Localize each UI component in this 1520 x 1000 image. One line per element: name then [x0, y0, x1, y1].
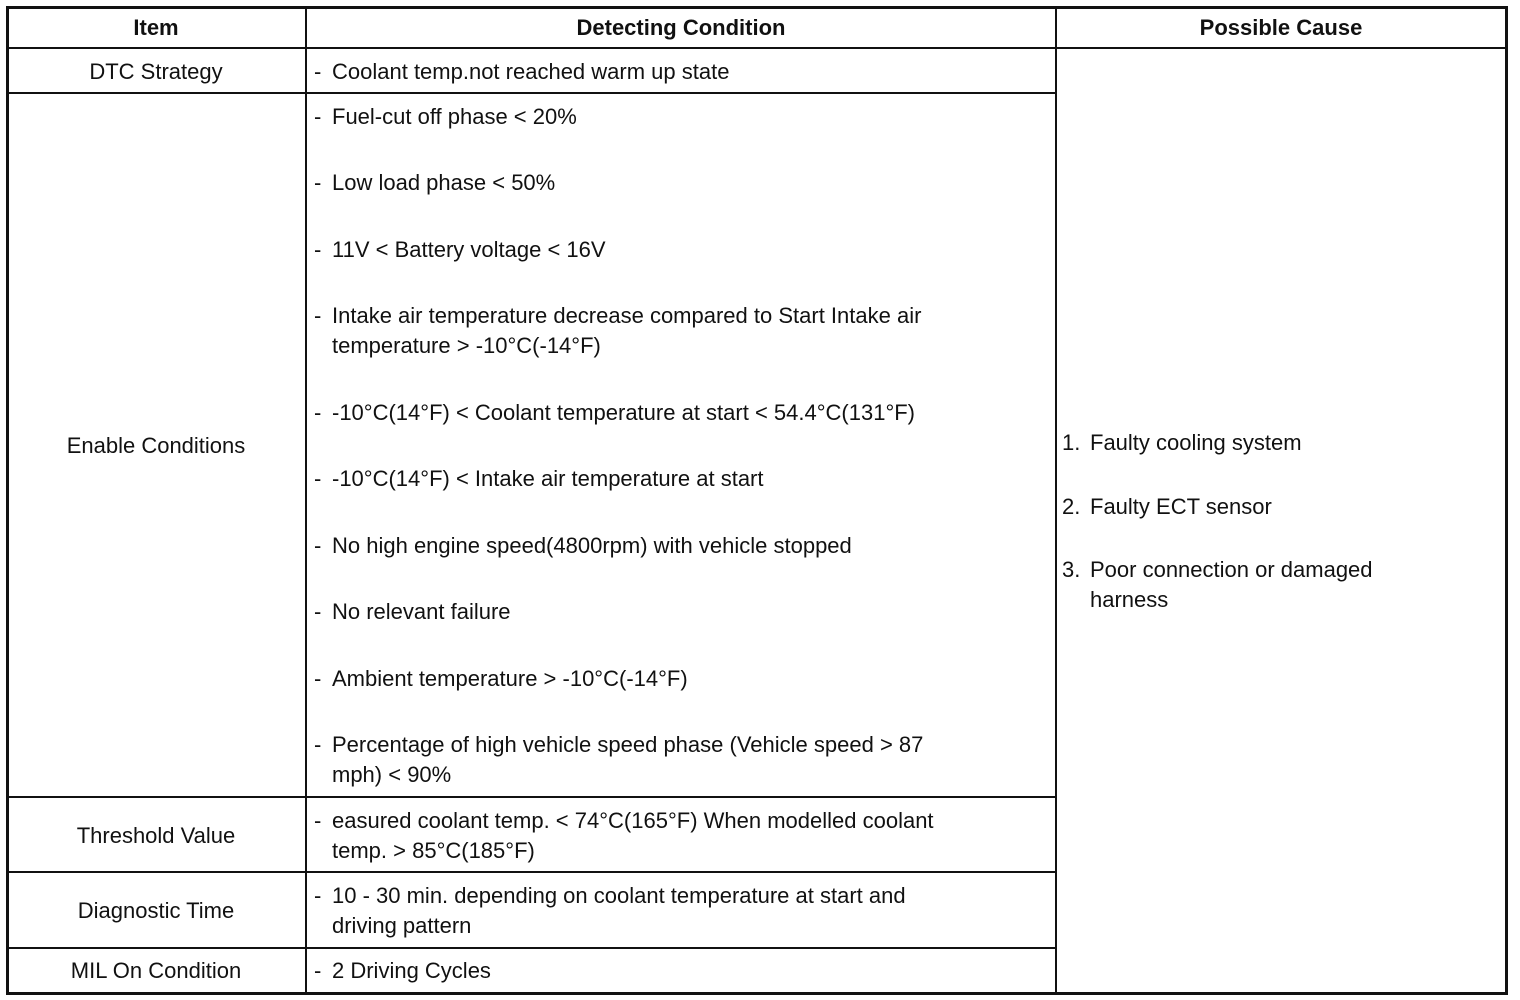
cause-text: Faulty ECT sensor [1090, 494, 1272, 519]
cause-text: Poor connection or damaged [1090, 557, 1373, 582]
condition-text: -10°C(14°F) < Intake air temperature at start [332, 466, 764, 491]
condition-text: No high engine speed(4800rpm) with vehicle stopped [332, 533, 852, 558]
condition-text: Percentage of high vehicle speed phase (Vehicle speed > 87 [332, 732, 924, 757]
condition-text: 11V < Battery voltage < 16V [332, 237, 606, 262]
condition-item [314, 881, 906, 941]
bullet-dash: - [314, 237, 322, 262]
condition-text: Fuel-cut off phase < 20% [332, 104, 577, 129]
condition-item [314, 235, 606, 265]
item-threshold-value: Threshold Value [76, 823, 236, 848]
condition-item [314, 102, 577, 132]
bullet-dash: - [314, 400, 322, 425]
item-mil-on-condition: MIL On Condition [70, 958, 242, 983]
bullet-dash: - [314, 883, 322, 908]
condition-item [314, 464, 764, 494]
header-detecting-condition: Detecting Condition [576, 15, 786, 40]
bullet-dash: - [314, 958, 322, 983]
condition-text-continued: temp. > 85°C(185°F) [332, 838, 535, 863]
cause-number: 3. [1062, 557, 1081, 582]
bullet-dash: - [314, 466, 322, 491]
column-divider [1055, 6, 1057, 995]
condition-item [314, 398, 915, 428]
condition-text: 10 - 30 min. depending on coolant temperature at start and [332, 883, 906, 908]
header-possible-cause: Possible Cause [1199, 15, 1363, 40]
row-divider [6, 92, 1057, 94]
condition-text: -10°C(14°F) < Coolant temperature at start < 54.4°C(131°F) [332, 400, 915, 425]
row-divider [6, 796, 1057, 798]
table-border-right [1505, 6, 1508, 995]
condition-item [314, 806, 934, 866]
condition-item [314, 956, 491, 986]
bullet-dash: - [314, 303, 322, 328]
bullet-dash: - [314, 808, 322, 833]
cause-item [1062, 492, 1272, 522]
item-diagnostic-time: Diagnostic Time [77, 898, 235, 923]
table-border-bottom [6, 992, 1508, 995]
condition-text-continued: temperature > -10°C(-14°F) [332, 333, 601, 358]
cause-text-continued: harness [1090, 587, 1169, 612]
condition-item [314, 168, 555, 198]
bullet-dash: - [314, 666, 322, 691]
item-dtc-strategy: DTC Strategy [89, 59, 223, 84]
condition-text: Ambient temperature > -10°C(-14°F) [332, 666, 688, 691]
condition-text: No relevant failure [332, 599, 511, 624]
condition-item [314, 531, 852, 561]
condition-item [314, 301, 921, 361]
item-enable-conditions: Enable Conditions [66, 433, 246, 458]
row-divider [6, 47, 1508, 49]
condition-item [314, 597, 511, 627]
cause-item [1062, 555, 1373, 615]
condition-text: easured coolant temp. < 74°C(165°F) When modelled coolant [332, 808, 934, 833]
cause-number: 2. [1062, 494, 1081, 519]
table-border-top [6, 6, 1508, 9]
condition-item [314, 730, 923, 790]
bullet-dash: - [314, 59, 322, 84]
bullet-dash: - [314, 732, 322, 757]
cause-number: 1. [1062, 430, 1081, 455]
condition-text: 2 Driving Cycles [332, 958, 491, 983]
row-divider [6, 947, 1057, 949]
condition-item [314, 664, 688, 694]
condition-text-continued: mph) < 90% [332, 762, 452, 787]
cause-item [1062, 428, 1302, 458]
cause-text: Faulty cooling system [1090, 430, 1302, 455]
bullet-dash: - [314, 104, 322, 129]
condition-text: Intake air temperature decrease compared to Start Intake air [332, 303, 922, 328]
header-item: Item [133, 15, 179, 40]
bullet-dash: - [314, 170, 322, 195]
row-divider [6, 871, 1057, 873]
condition-text: Low load phase < 50% [332, 170, 556, 195]
bullet-dash: - [314, 533, 322, 558]
bullet-dash: - [314, 599, 322, 624]
condition-text-continued: driving pattern [332, 913, 472, 938]
condition-text: Coolant temp.not reached warm up state [332, 59, 730, 84]
condition-item [314, 57, 729, 87]
